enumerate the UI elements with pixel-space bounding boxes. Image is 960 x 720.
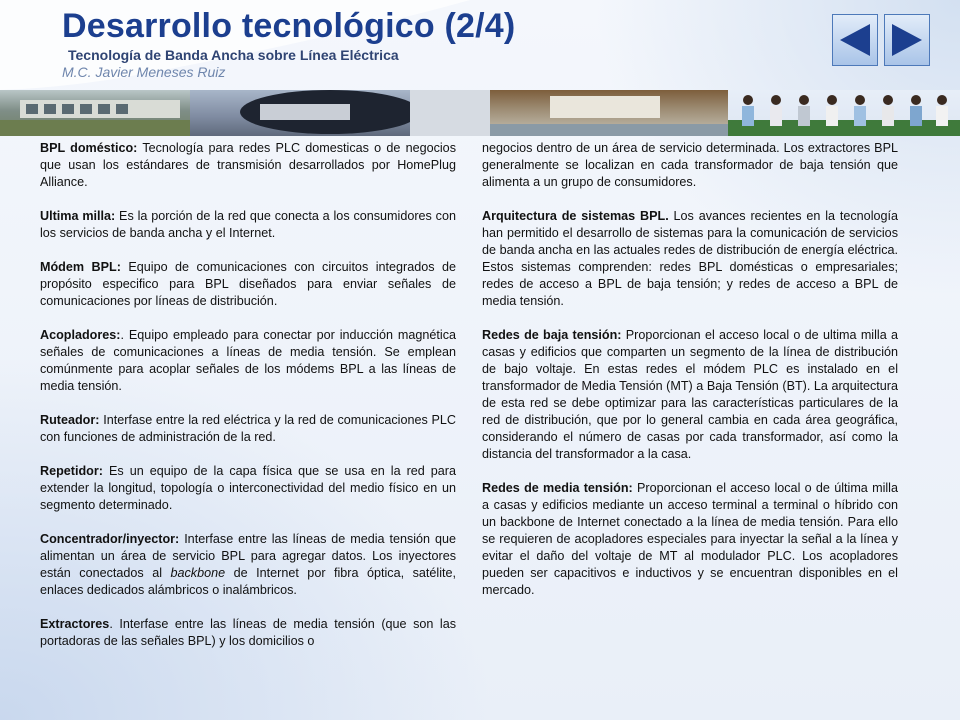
term: Concentrador/inyector: [40,532,180,546]
paragraph-media-tension [482,480,898,599]
author-name: M.C. Javier Meneses Ruiz [62,64,226,80]
right-text-column [482,140,898,616]
definition: Los avances recientes en la tecnología han permitido el desarrollo de sistemas para la comunicación de servicios de banda ancha en las actuales redes de distribución de energía eléctrica. Estos sistemas comprenden: redes BPL domésticas o empresariales; redes de acceso a BPL de baja tensión; y redes de acceso a BPL de media tensión. [482,209,898,308]
definition: Es un equipo de la capa física que se usa en la red para extender la longitud, topología o interconectividad del medio físico en un segmento determinado. [40,464,456,512]
slide-title: Desarrollo tecnológico (2/4) [62,7,516,45]
photo-strip [0,90,960,136]
definition: Interfase entre las líneas de media tensión que alimentan un área de servicio BPL para agregar datos. Los inyectores están conectados al [40,532,456,580]
paragraph-acopladores [40,327,456,395]
definition: Es la porción de la red que conecta a los consumidores con los servicios de banda ancha y el Internet. [40,209,456,240]
slide-subtitle: Tecnología de Banda Ancha sobre Línea Eléctrica [68,47,399,63]
term: Arquitectura de sistemas BPL. [482,209,669,223]
triangle-left-icon [838,22,872,58]
slide-header [62,6,822,81]
paragraph-extractores-continued [482,140,898,191]
group-photo [728,90,960,136]
term: Extractores [40,617,110,631]
definition: Equipo de comunicaciones con circuitos integrados de propósito especifico para BPL diseñados para enviar señales de comunicaciones por líneas de distribución. [40,260,456,308]
term: Repetidor: [40,464,103,478]
definition: Interfase entre la red eléctrica y la red de comunicaciones PLC con funciones de administración de la red. [40,413,456,444]
definition: negocios dentro de un área de servicio determinada. Los extractores BPL generalmente se localizan en cada transformador de baja tensión que alimenta a un grupo de consumidores. [482,141,898,189]
definition: Proporcionan el acceso local o de ultima milla a casas y edificios que comparten un segmento de la línea de distribución de bajo voltaje. En estas redes el módem PLC es instalado en el transformador de Media Tensión (MT) a Baja Tensión (BT). La arquitectura de esta red se debe optimizar para las características particulares de la red de distribución, que por lo general cambia en cada área geográfica, considerando el número de casas por cada transformador, así como la distancia del transformador a la casa. [482,328,898,461]
definition: . Equipo empleado para conectar por inducción magnética señales de comunicaciones a líneas de media tensión. Se emplean comúnmente para acoplar señales de los módems BPL a las líneas de media tensión. [40,328,456,393]
definition: . Interfase entre las líneas de media tensión (que son las portadoras de las señales BPL) y los domicilios o [40,617,456,648]
paragraph-repetidor [40,463,456,514]
triangle-right-icon [890,22,924,58]
equipment-photo [190,90,490,136]
term: BPL doméstico: [40,141,138,155]
paragraph-ruteador [40,412,456,446]
paragraph-ultima-milla [40,208,456,242]
definition: Proporcionan el acceso local o de última milla a casas y edificios mediante un acceso terminal a terminal o híbrido con un backbone de Internet conectado a la línea de media tensión. Para ello se requieren de acopladores especiales para inyectar la señal a la línea y evitar el daño del voltaje de MT al modulador PLC. Los acopladores pueden ser capacitivos e inductivos y se encuentran disponibles en el mercado. [482,481,898,597]
term: Acopladores: [40,328,121,342]
term: Ruteador: [40,413,100,427]
definition: Tecnología para redes PLC domesticas o de negocios que usan los estándares de transmisión desarrollados por HomePlug Alliance. [40,141,456,189]
term: Módem BPL: [40,260,121,274]
definition-continued: de Internet por fibra óptica, satélite, enlaces dedicados alámbricos o inalámbricos. [40,566,456,597]
paragraph-baja-tension [482,327,898,463]
paragraph-concentrador [40,531,456,599]
auditorium-photo [490,90,728,136]
paragraph-modem-bpl [40,259,456,310]
paragraph-arquitectura [482,208,898,310]
building-photo [0,90,190,136]
previous-slide-button[interactable] [832,14,878,66]
paragraph-bpl-domestico [40,140,456,191]
next-slide-button[interactable] [884,14,930,66]
term: Ultima milla: [40,209,116,223]
definition-italic: backbone [170,566,226,580]
paragraph-extractores [40,616,456,650]
left-text-column [40,140,456,667]
term: Redes de baja tensión: [482,328,622,342]
term: Redes de media tensión: [482,481,633,495]
